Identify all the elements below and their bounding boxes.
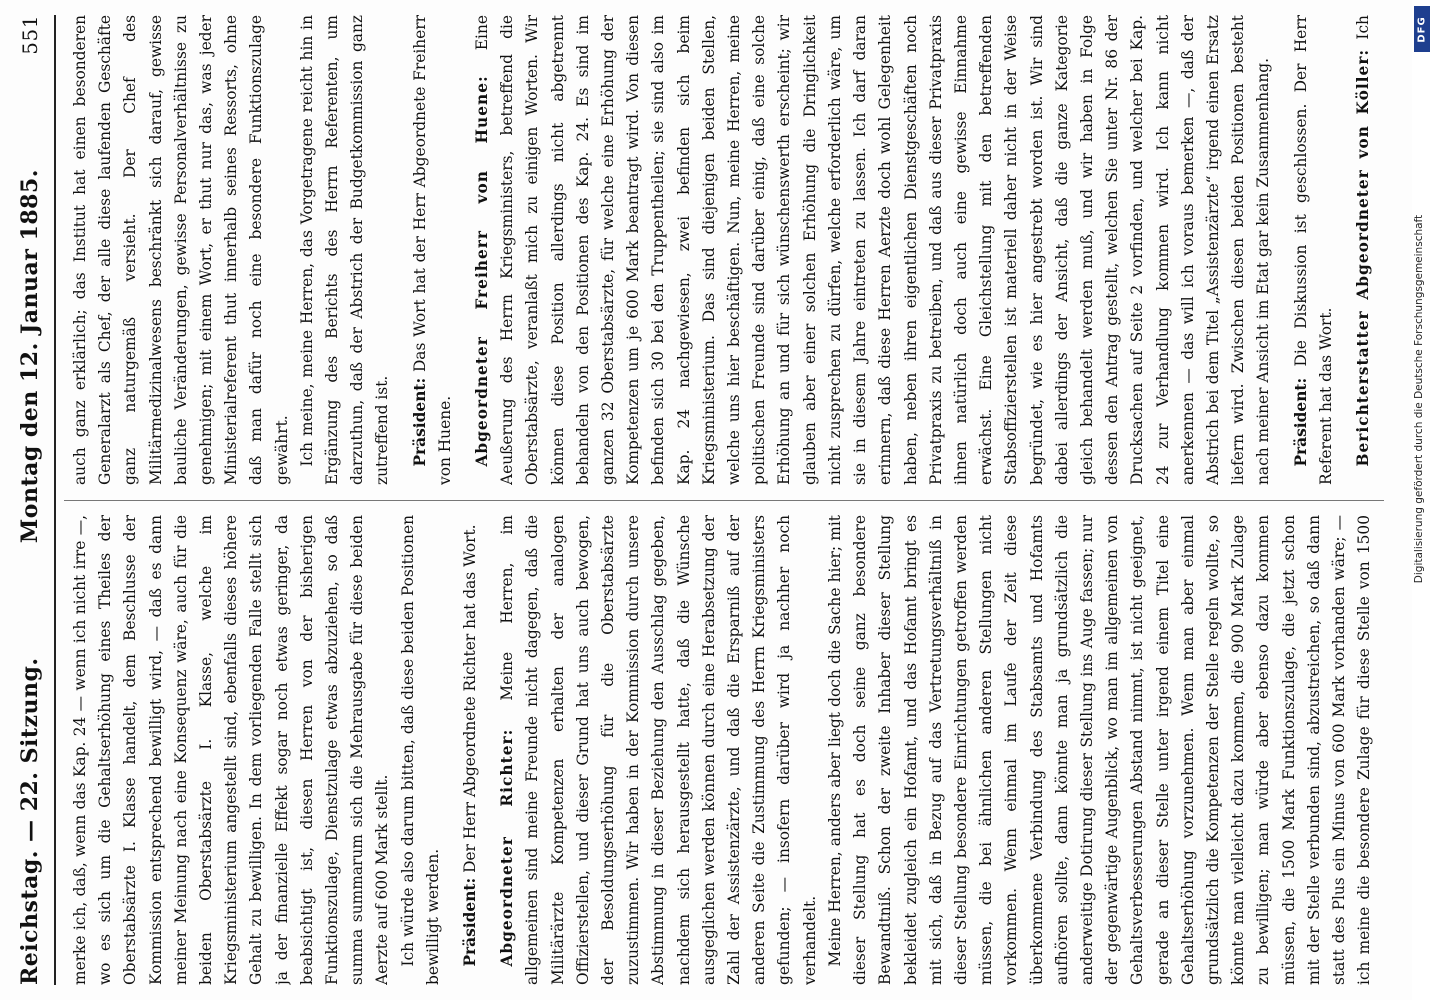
- paragraph: [68, 515, 396, 985]
- sidebar: [1412, 0, 1432, 1000]
- paragraph-text: Meine Herren, anders aber liegt doch die Sache hier; mit dieser Stellung hat es doch seine ganz besondere Bewandtniß. Schon der zweite Inhaber dieser Stellung bekleidet zugleich ein Hofamt, und das Hofamt bringt es mit sich, daß in Bezug auf das Vertretungsverhältniß in dieser Stellung besondere Einrichtungen getroffen werden müssen, die bei ähnlichen anderen Stellungen nicht vorkommen. Wenn einmal im Laufe der Zeit diese überkommene Verbindung des Stabsamts und Hofamts aufhören sollte, dann könnte man ja grundsätzlich die anderweitige Dotirung dieser Stellung ins Auge fassen; nur der gegenwärtige Augenblick, wo man im allgemeinen von Gehaltsverbesserungen Abstand nimmt, ist nicht geeignet, gerade an dieser Stelle unter irgend einem Titel eine Gehaltserhöhung vorzunehmen. Wenn man aber einmal grundsätzlich die Kompetenzen der Stelle regeln wollte, so könnte man vielleicht dazu kommen, die 900 Mark Zulage zu bewilligen; man würde aber ebenso dazu kommen müssen, die 1500 Mark Funktionszulage, die jetzt schon mit der Stelle verbunden sind, abzustreichen, so daß dann statt des Plus ein Minus von 600 Mark vorhanden wäre; — ich meine die besondere Zulage für diese Stelle von 1500: [825, 515, 1374, 985]
- paragraph-text: Ich würde also darum bitten, daß diese beiden Positionen bewilligt werden.: [398, 515, 442, 985]
- paragraph: [1351, 15, 1378, 485]
- page-header: [8, 15, 52, 985]
- paragraph: [823, 515, 1378, 985]
- paragraph-text: Ich meine, meine Herren, das Vorgetragene reicht hin in Ergänzung des Berichts des Herrn Referenten, um darzuthun, daß der Abstrich der Budgetkommission ganz zutreffend ist.: [297, 15, 392, 485]
- paragraph: [68, 15, 295, 485]
- header-date: Montag den 12. Januar 1885.: [17, 169, 43, 544]
- digitization-note: Digitalisierung gefördert durch die Deutsche Forschungsgemeinschaft: [1413, 214, 1425, 584]
- speech-text: Eine Aeußerung des Herrn Kriegsministers, betreffend die Oberstabsärzte, veranlaßt mich zu einigen Worten. Wir können diese Position allerdings nicht abgetrennt behandeln von den Positionen des Kap. 24. Es sind im ganzen 32 Oberstabsärzte, für welche eine Erhöhung der Kompetenzen um je 600 Mark beantragt wird. Von diesen befinden sich 30 bei den Truppentheilen; sie sind also im Kap. 24 nachgewiesen, zwei befinden sich beim Kriegsministerium. Das sind diejenigen beiden Stellen, welche uns hier beschäftigen. Nun, meine Herren, meine politischen Freunde sind darüber einig, daß eine solche Erhöhung an und für sich wünschenswerth erscheint; wir glauben aber einer solchen Erhöhung die Dringlichkeit nicht zusprechen zu dürfen, welche erforderlich wäre, um sie in diesem Jahre eintreten zu lassen. Ich darf daran erinnern, daß diese Herren Aerzte doch wohl Gelegenheit haben, neben ihren eigentlichen Dienstgeschäften noch Privatpraxis zu betreiben, und daß aus dieser Privatpraxis ihnen natürlich doch auch eine gewisse Einnahme erwächst. Eine Gleichstellung mit den betreffenden Stabsoffizierstellen ist materiell daher nicht in der Weise begründet, wie es hier angestrebt worden ist. Wir sind dabei allerdings der Ansicht, daß die ganze Kategorie gleich behandelt werden muß, und wir haben in Folge dessen den Antrag gestellt, welchen Sie unter Nr. 86 der Drucksachen auf Seite 2 vorfinden, und welcher bei Kap. 24 zur Verhandlung kommen wird. Ich kann nicht anerkennen — das will ich voraus bemerken —, daß der Abstrich bei dem Titel „Assistenzärzte“ irgend einen Ersatz liefern wird. Zwischen diesen beiden Positionen besteht nach meiner Ansicht im Etat gar kein Zusammenhang.: [473, 15, 1273, 485]
- president-text: Das Wort hat der Herr Abgeordnete Freiherr von Huene.: [410, 15, 454, 485]
- paragraph-text: auch ganz erklärlich; das Institut hat einen besonderen Generalarzt als Chef, der alle diese laufenden Geschäfte ganz naturgemäß versieht. Der Chef des Militärmedizinalwesens beschränkt sich darauf, gewisse bauliche Veränderungen, gewisse Personalverhältnisse zu genehmigen; mit einem Wort, er thut nur das, was jeder Ministerialreferent thut innerhalb seines Ressorts, ohne daß man dafür noch eine besondere Funktionszulage gewährt.: [71, 15, 291, 485]
- president-label: Präsident:: [461, 877, 480, 967]
- column-divider: [64, 500, 1384, 501]
- paragraph-text: merke ich, daß, wenn das Kap. 24 — wenn ich nicht irre —, wo es sich um die Gehaltserhöhung eines Theiles der Oberstabsärzte I. Klasse handelt, dem Beschlusse der Kommission entsprechend bewilligt wird, — daß es dann meiner Meinung nach eine Konsequenz wäre, auch für die beiden Oberstabsärzte I. Klasse, welche im Kriegsministerium angestellt sind, ebenfalls dieses höhere Gehalt zu bewilligen. In dem vorliegenden Falle stellt sich ja der finanzielle Effekt sogar noch etwas geringer, da beabsichtigt ist, diesen Herren von der bisherigen Funktionszulage, Dienstzulage etwas abzuziehen, so daß summa summarum sich die Mehrausgabe für diese beiden Aerzte auf 600 Mark stellt.: [71, 515, 392, 985]
- paragraph: [408, 15, 458, 485]
- paragraph: [470, 15, 1277, 485]
- header-left: Reichstag. — 22. Sitzung.: [17, 657, 43, 985]
- paragraph: [295, 15, 396, 485]
- speech-text: Ich: [1353, 15, 1372, 40]
- paragraph: [1289, 15, 1339, 485]
- header-rule: [54, 15, 56, 985]
- paragraph: [495, 515, 823, 985]
- speaker-name: Abgeordneter Freiherr von Huene:: [473, 75, 492, 467]
- speech-text: Meine Herren, im allgemeinen sind meine Freunde nicht dagegen, daß die Militärärzte Kompetenzen erhalten der analogen Offizierstellen, und dieser Grund hat uns auch bewogen, der Besoldungserhöhung für die Oberstabsärzte zuzustimmen. Wir haben in der Kommission durch unsere Abstimmung in dieser Beziehung den Ausschlag gegeben, nachdem sich herausgestellt hatte, daß die Wünsche ausgeglichen werden können durch eine Herabsetzung der Zahl der Assistenzärzte, und daß die Ersparniß auf der anderen Seite die Zustimmung des Herrn Kriegsministers gefunden; — insofern darüber wird ja nachher noch verhandelt.: [498, 515, 819, 985]
- left-column: [68, 515, 1378, 985]
- dfg-logo-text: DFG: [1416, 15, 1428, 43]
- president-text: Der Herr Abgeordnete Richter hat das Wort.: [461, 524, 480, 873]
- dfg-logo: [1414, 6, 1430, 52]
- speaker-name: Abgeordneter Richter:: [498, 728, 517, 967]
- president-text: Die Diskussion ist geschlossen. Der Herr Referent hat das Wort.: [1291, 15, 1335, 485]
- document-page: [8, 15, 1398, 985]
- president-label: Präsident:: [410, 377, 429, 467]
- speaker-name: Berichterstatter Abgeordneter von Köller:: [1353, 48, 1372, 467]
- paragraph: [458, 515, 483, 985]
- president-label: Präsident:: [1291, 377, 1310, 467]
- right-column: [68, 15, 1378, 485]
- paragraph: [396, 515, 446, 985]
- page-number: 551: [18, 15, 42, 55]
